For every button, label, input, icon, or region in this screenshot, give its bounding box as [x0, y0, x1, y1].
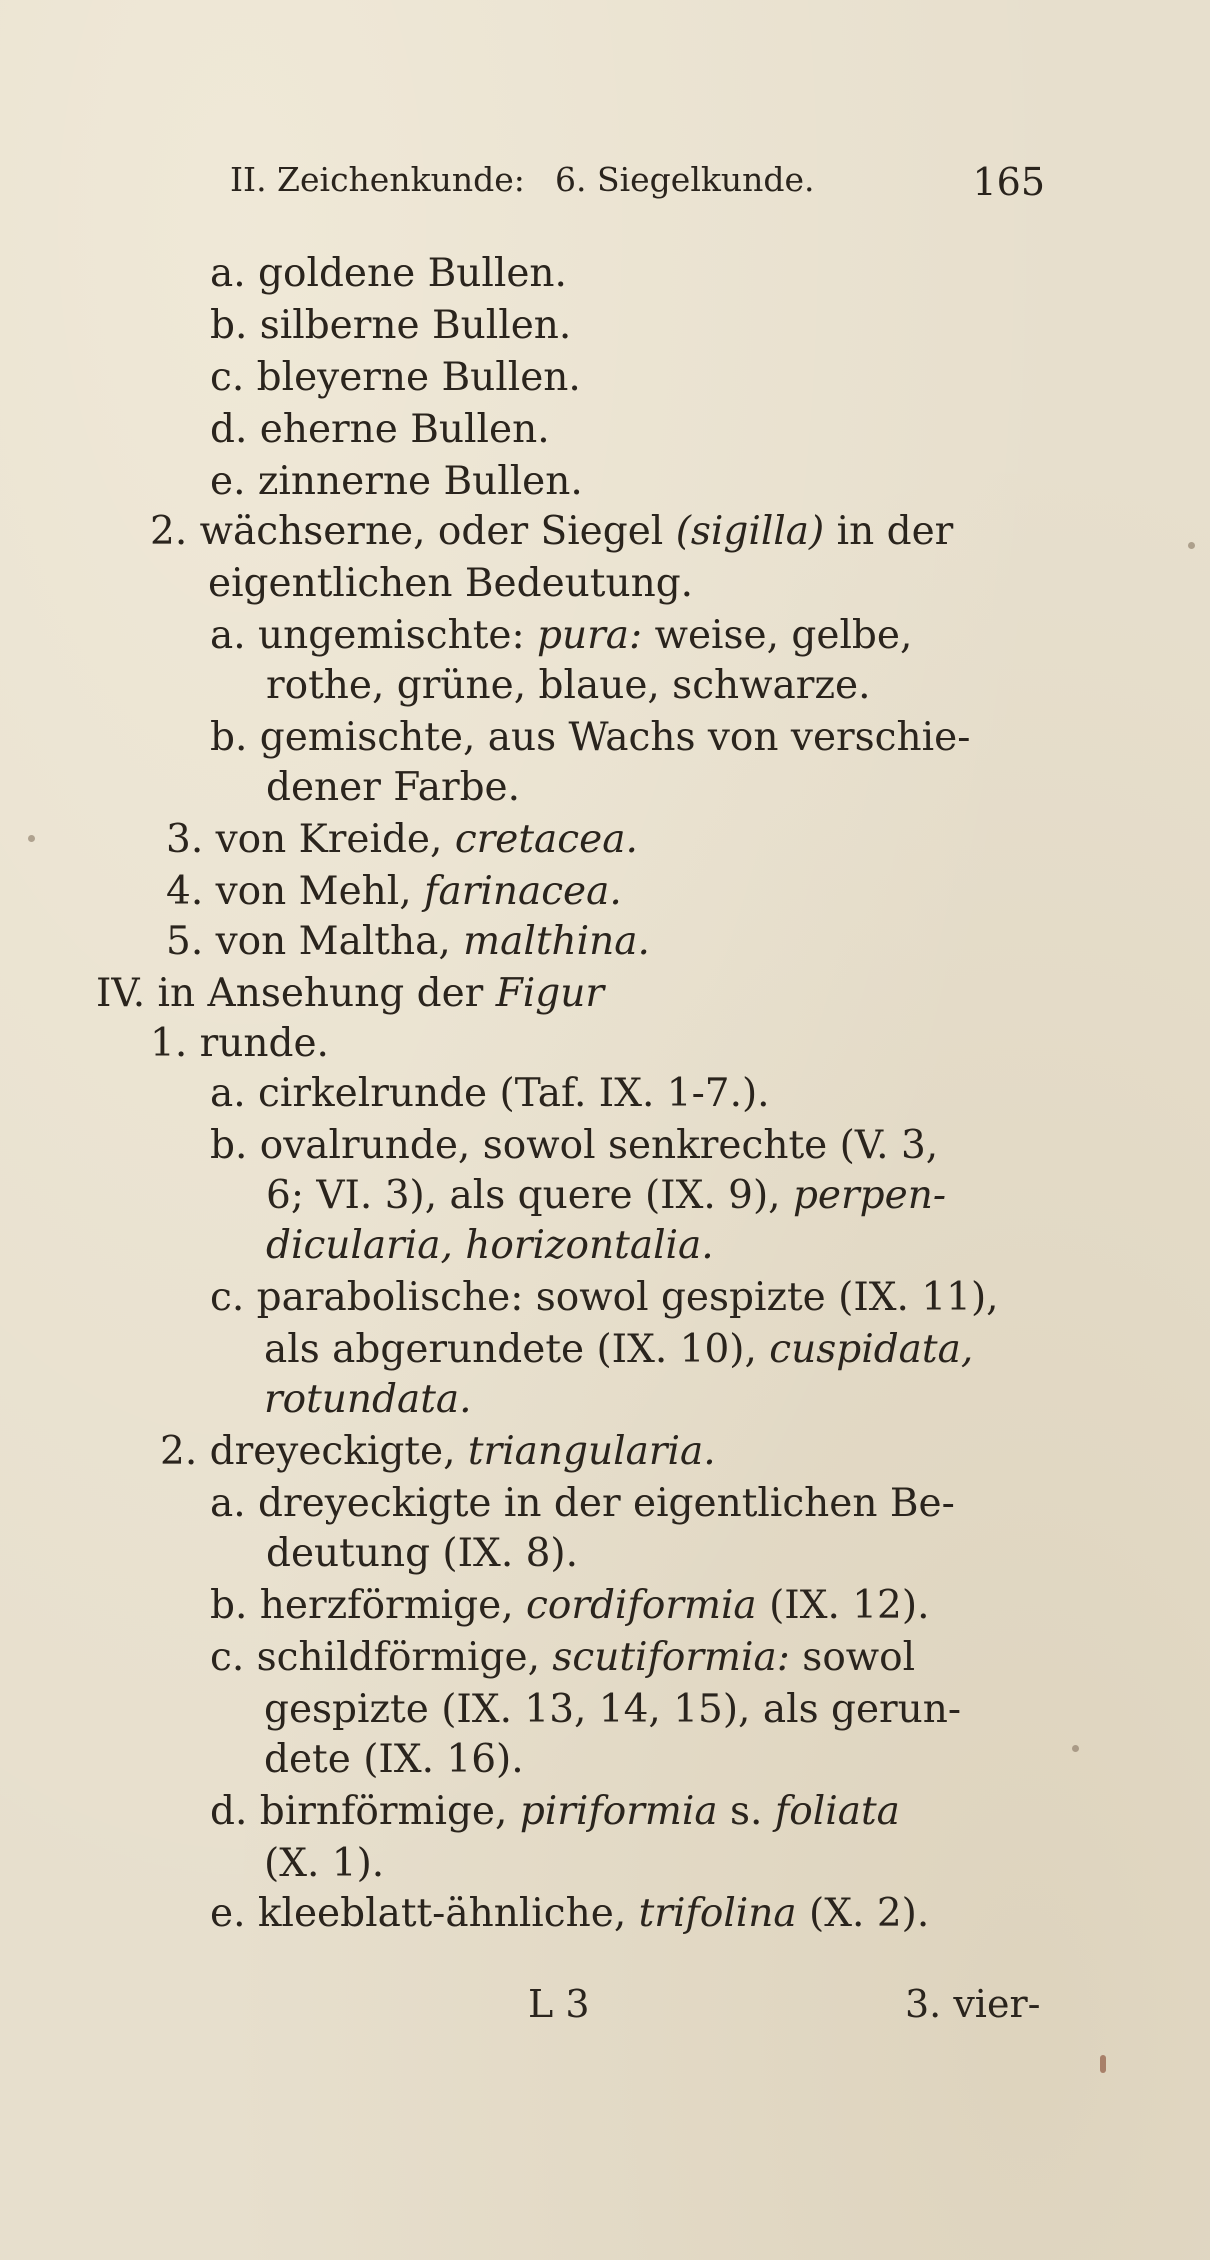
- text-line: [266, 662, 870, 710]
- text-segment: b. ovalrunde, sowol senkrechte (V. 3,: [210, 1123, 939, 1168]
- italic-text: rotundata.: [264, 1377, 472, 1422]
- italic-text: trifolina: [638, 1891, 797, 1936]
- paper-speck: [28, 835, 35, 842]
- text-segment: 4. von Mehl,: [166, 869, 425, 914]
- text-segment: IV. in Ansehung der: [96, 971, 496, 1016]
- text-line: [210, 1070, 770, 1118]
- text-segment: 3. von Kreide,: [166, 817, 455, 862]
- italic-text: cordiformia: [526, 1583, 757, 1628]
- paper-stain: [1100, 2055, 1106, 2073]
- italic-text: cretacea.: [454, 817, 638, 862]
- text-line: [266, 1222, 714, 1270]
- text-line: [210, 1582, 930, 1630]
- text-line: [210, 1480, 955, 1528]
- text-segment: (X. 2).: [796, 1891, 930, 1936]
- text-line: [266, 764, 520, 812]
- text-line: [210, 1274, 999, 1322]
- running-header: [230, 160, 1045, 210]
- italic-text: dicularia, horizontalia.: [266, 1223, 714, 1268]
- text-line: [264, 1326, 973, 1374]
- text-segment: e. zinnerne Bullen.: [210, 459, 583, 504]
- text-line: [160, 1428, 716, 1476]
- text-segment: c. bleyerne Bullen.: [210, 355, 581, 400]
- text-segment: 5. von Maltha,: [166, 919, 464, 964]
- text-segment: d. birnförmige,: [210, 1789, 520, 1834]
- text-segment: a. ungemischte:: [210, 613, 538, 658]
- text-line: [264, 1686, 961, 1734]
- text-line: [266, 1172, 946, 1220]
- text-segment: a. dreyeckigte in der eigentlichen Be-: [210, 1481, 955, 1526]
- text-segment: a. cirkelrunde (Taf. IX. 1-7.).: [210, 1071, 770, 1116]
- text-line: [166, 868, 622, 916]
- text-line: [150, 1020, 329, 1068]
- text-line: [210, 406, 550, 454]
- text-segment: d. eherne Bullen.: [210, 407, 550, 452]
- text-line: [264, 1376, 472, 1424]
- signature-mark: L 3: [528, 1982, 590, 2026]
- text-segment: deutung (IX. 8).: [266, 1531, 579, 1576]
- text-segment: a. goldene Bullen.: [210, 251, 567, 296]
- italic-text: cuspidata,: [769, 1327, 974, 1372]
- text-segment: weise, gelbe,: [642, 613, 913, 658]
- text-segment: eigentlichen Bedeutung.: [208, 561, 694, 606]
- text-line: [210, 354, 581, 402]
- text-segment: 6; VI. 3), als quere (IX. 9),: [266, 1173, 793, 1218]
- text-segment: dete (IX. 16).: [264, 1737, 524, 1782]
- text-line: [210, 612, 912, 660]
- text-segment: (IX. 12).: [756, 1583, 930, 1628]
- text-line: [210, 458, 583, 506]
- text-segment: b. gemischte, aus Wachs von verschie-: [210, 715, 971, 760]
- italic-text: pura:: [537, 613, 643, 658]
- text-line: [210, 1122, 938, 1170]
- page-number: 165: [972, 160, 1045, 204]
- text-segment: e. kleeblatt-ähnliche,: [210, 1891, 639, 1936]
- text-line: [264, 1736, 524, 1784]
- italic-text: (sigilla): [675, 509, 825, 554]
- text-line: [166, 918, 650, 966]
- text-line: [210, 1890, 929, 1938]
- text-segment: sowol: [789, 1635, 916, 1680]
- text-segment: rothe, grüne, blaue, schwarze.: [266, 663, 871, 708]
- italic-text: perpen-: [792, 1173, 946, 1218]
- text-line: [210, 1788, 900, 1836]
- text-segment: b. silberne Bullen.: [210, 303, 572, 348]
- italic-text: farinacea.: [424, 869, 622, 914]
- text-segment: in der: [824, 509, 954, 554]
- italic-text: piriformia: [519, 1789, 718, 1834]
- text-segment: dener Farbe.: [266, 765, 521, 810]
- text-segment: 2. dreyeckigte,: [160, 1429, 468, 1474]
- text-line: [150, 508, 953, 556]
- italic-text: malthina.: [463, 919, 650, 964]
- text-line: [210, 714, 970, 762]
- text-segment: gespizte (IX. 13, 14, 15), als gerun-: [264, 1687, 962, 1732]
- text-line: [210, 302, 571, 350]
- text-line: [264, 1840, 384, 1888]
- text-segment: s.: [717, 1789, 775, 1834]
- text-segment: b. herzförmige,: [210, 1583, 526, 1628]
- italic-text: foliata: [774, 1789, 900, 1834]
- text-segment: 1. runde.: [150, 1021, 329, 1066]
- text-line: [96, 970, 604, 1018]
- paper-speck: [1072, 1745, 1079, 1752]
- italic-text: scutiformia:: [552, 1635, 790, 1680]
- text-segment: c. schildförmige,: [210, 1635, 553, 1680]
- header-subsection: 6. Siegelkunde.: [555, 160, 815, 199]
- text-line: [210, 1634, 915, 1682]
- text-segment: c. parabolische: sowol gespizte (IX. 11),: [210, 1275, 999, 1320]
- paper-speck: [1188, 542, 1195, 549]
- header-section: II. Zeichenkunde:: [230, 160, 525, 199]
- italic-text: triangularia.: [467, 1429, 716, 1474]
- text-segment: (X. 1).: [264, 1841, 385, 1886]
- catchword: 3. vier-: [905, 1982, 1041, 2026]
- text-line: [166, 816, 638, 864]
- text-line: [266, 1530, 578, 1578]
- text-line: [210, 250, 567, 298]
- italic-text: Figur: [495, 971, 604, 1016]
- text-segment: 2. wächserne, oder Siegel: [150, 509, 676, 554]
- text-line: [208, 560, 693, 608]
- text-segment: als abgerundete (IX. 10),: [264, 1327, 770, 1372]
